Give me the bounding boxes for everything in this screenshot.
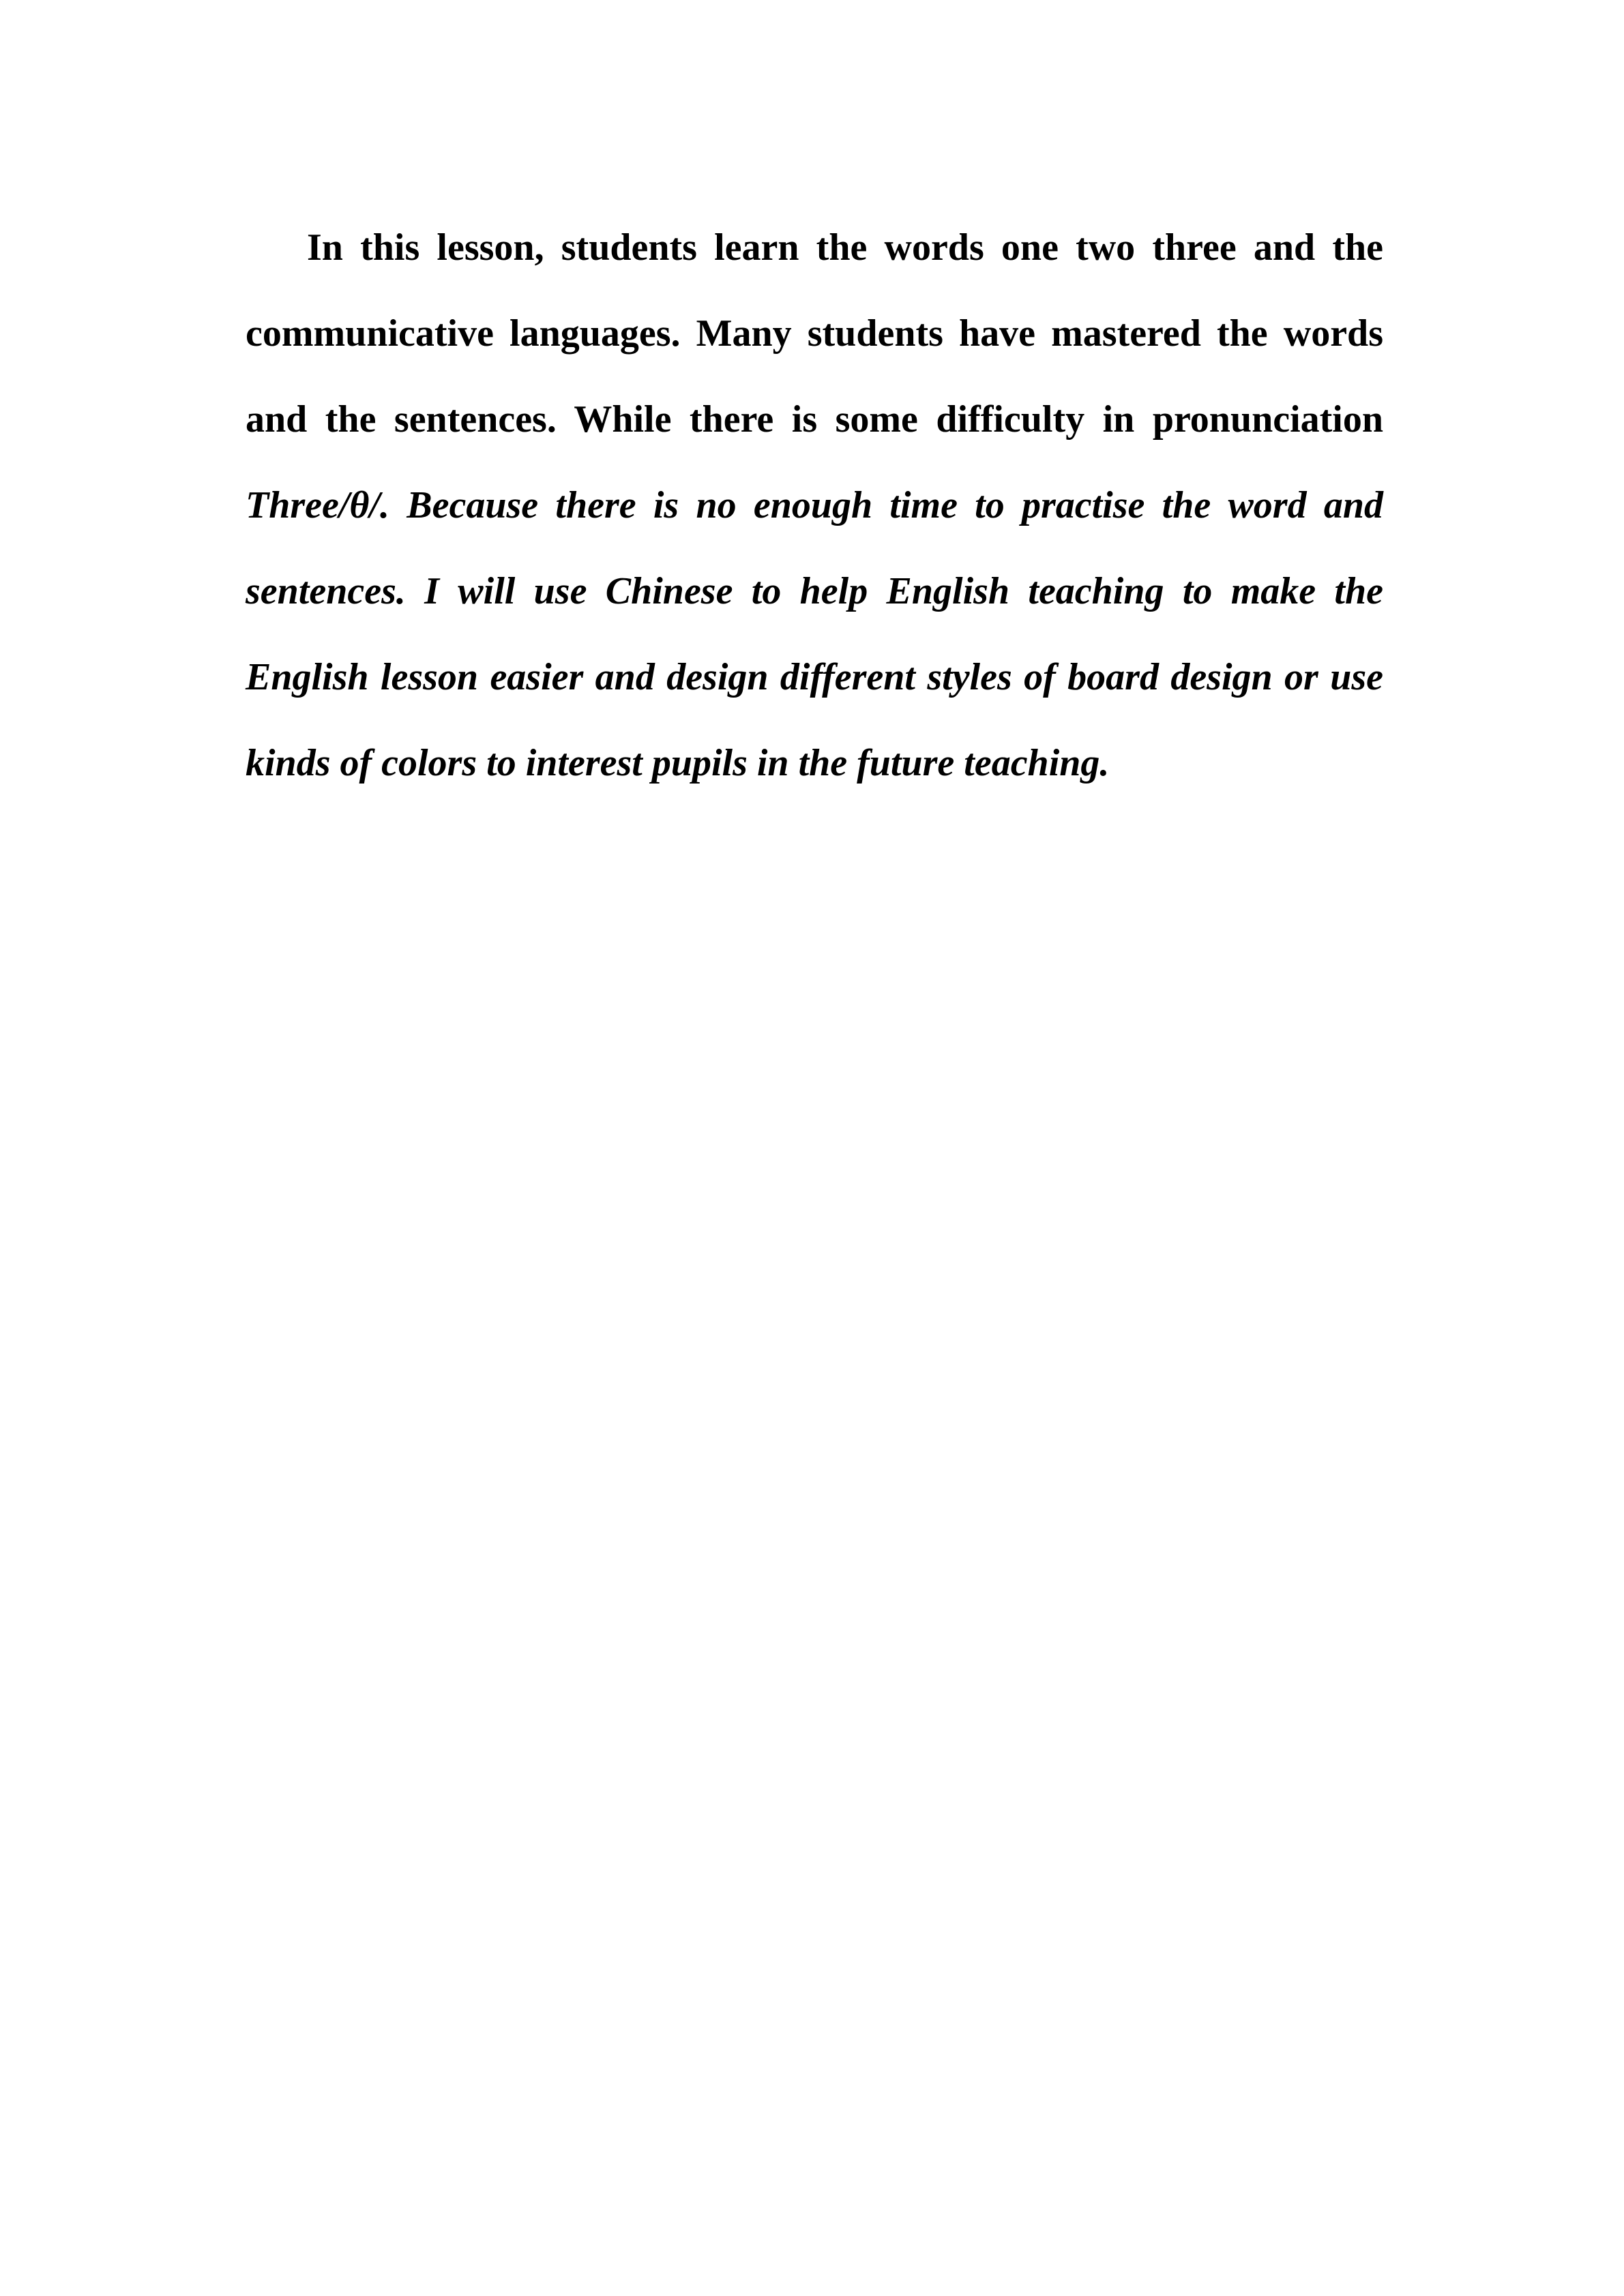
paragraph-regular-text: In this lesson, students learn the words one two three and the communicative languages. Many students have mastered the words and the sentences. While there is some difficulty in pronunciation — [246, 226, 1383, 441]
body-paragraph — [246, 205, 1383, 806]
paragraph-italic-text: Three/θ/. Because there is no enough time to practise the word and sentences. I will use Chinese to help English teaching to make the English lesson easier and design different styles of board design or use kinds of colors to interest pupils in the future teaching. — [246, 484, 1383, 784]
